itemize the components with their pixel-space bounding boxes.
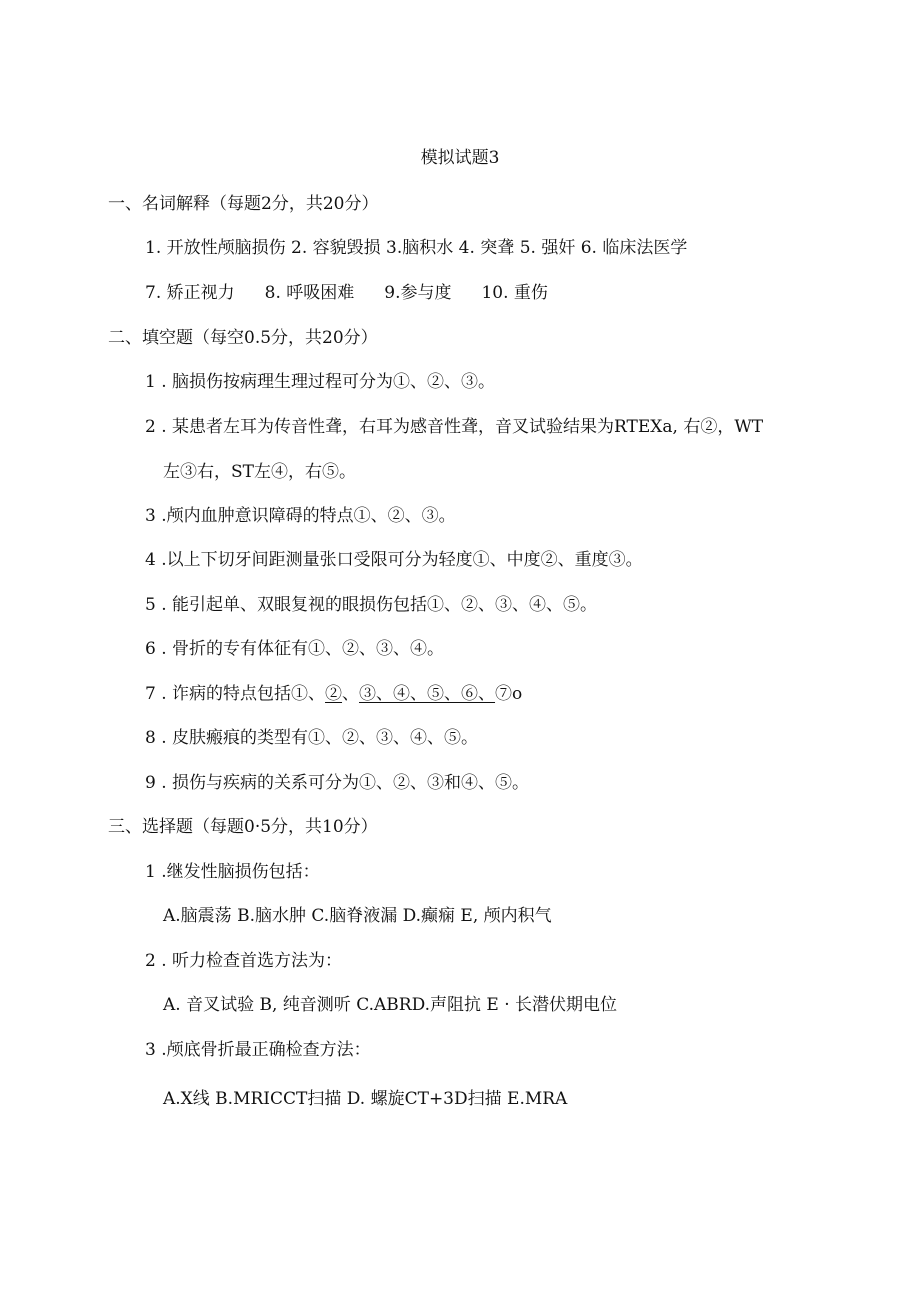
choice-question-2-options: A. 音叉试验 B, 纯音测听 C.ABRD.声阻抗 E · 长潜伏期电位 xyxy=(163,995,618,1015)
fill-question-2-continued: 左③右，ST左④，右⑤。 xyxy=(163,462,356,482)
choice-question-1-options: A.脑震荡 B.脑水肿 C.脑脊液漏 D.癫痫 E, 颅内积气 xyxy=(163,906,552,926)
page-title: 模拟试题3 xyxy=(420,148,500,168)
fill-question-6: 6 . 骨折的专有体征有①、②、③、④。 xyxy=(145,639,445,659)
term-8: 8. 呼吸困难 xyxy=(264,283,355,303)
fill-question-1: 1 . 脑损伤按病理生理过程可分为①、②、③。 xyxy=(145,372,496,392)
fill-question-3: 3 .颅内血肿意识障碍的特点①、②、③。 xyxy=(145,506,456,526)
fill-question-9: 9 . 损伤与疾病的关系可分为①、②、③和④、⑤。 xyxy=(145,773,530,793)
section-3-heading: 三、选择题（每题0·5分，共10分） xyxy=(108,817,378,837)
fill-question-7: 7 . 诈病的特点包括①、②、③、④、⑤、⑥、⑦o xyxy=(145,684,523,704)
section-1-line-2 xyxy=(145,281,548,305)
section-1-heading: 一、名词解释（每题2分，共20分） xyxy=(108,194,379,214)
term-10: 10. 重伤 xyxy=(481,283,548,303)
term-7: 7. 矫正视力 xyxy=(145,283,235,303)
underlined-blanks: ③、④、⑤、⑥、 xyxy=(359,684,496,704)
fill-question-8: 8 . 皮肤瘢痕的类型有①、②、③、④、⑤。 xyxy=(145,728,479,748)
choice-question-2: 2 . 听力检查首选方法为： xyxy=(145,951,343,971)
choice-question-3: 3 .颅底骨折最正确检查方法： xyxy=(145,1040,371,1060)
section-1-line-1: 1. 开放性颅脑损伤 2. 容貌毁损 3.脑积水 4. 突聋 5. 强奸 6. 临床法医学 xyxy=(145,238,688,258)
choice-question-3-options: A.X线 B.MRICCT扫描 D. 螺旋CT+3D扫描 E.MRA xyxy=(163,1089,568,1109)
underlined-blank: ② xyxy=(325,684,343,704)
choice-question-1: 1 .继发性脑损伤包括： xyxy=(145,862,320,882)
section-2-heading: 二、填空题（每空0.5分，共20分） xyxy=(108,328,378,348)
fill-question-4: 4 .以上下切牙间距测量张口受限可分为轻度①、中度②、重度③。 xyxy=(145,550,643,570)
term-9: 9.参与度 xyxy=(384,283,452,303)
fill-question-2: 2 . 某患者左耳为传音性聋，右耳为感音性聋，音叉试验结果为RTEXa, 右②，WT xyxy=(145,417,764,437)
fill-question-5: 5 . 能引起单、双眼复视的眼损伤包括①、②、③、④、⑤。 xyxy=(145,595,598,615)
